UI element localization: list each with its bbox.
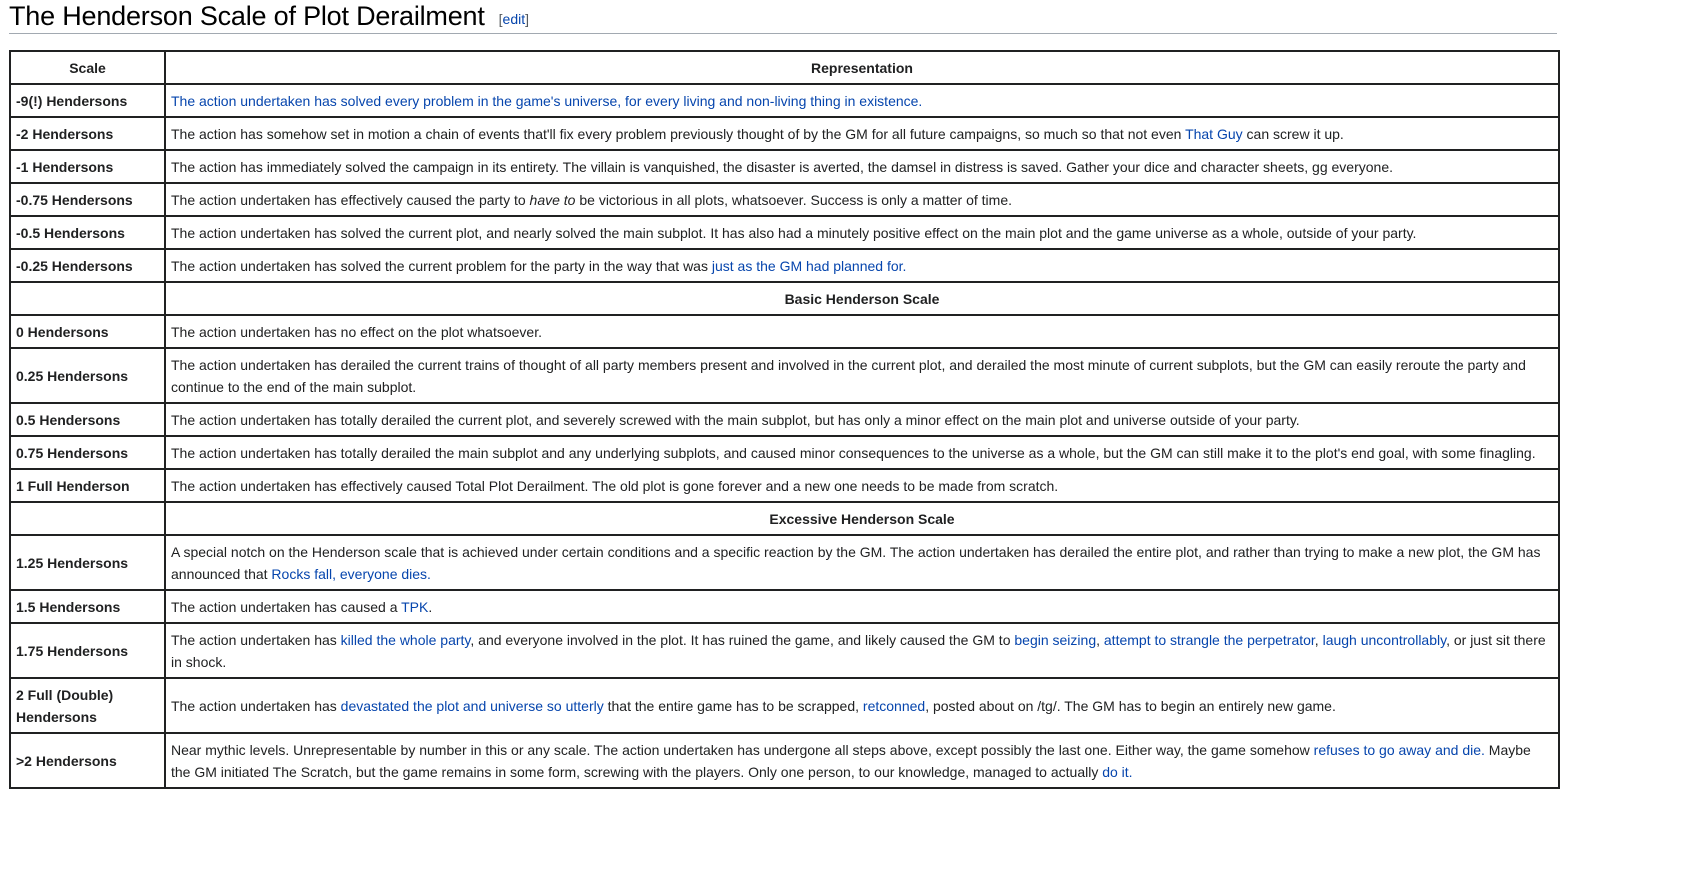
scale-value: -0.5 Hendersons: [10, 216, 165, 249]
henderson-scale-table: [9, 50, 1560, 789]
text-segment: The action undertaken has derailed the current trains of thought of all party members present and involved in the current plot, and derailed the most minute of current subplots, but the GM can easily reroute the party and continue to the end of the main subplot.: [171, 357, 1526, 395]
representation-text: [165, 678, 1559, 733]
text-segment: , posted about on /tg/. The GM has to begin an entirely new game.: [925, 698, 1336, 714]
wiki-link[interactable]: That Guy: [1185, 126, 1243, 142]
text-segment: The action undertaken has caused a: [171, 599, 402, 615]
representation-text: [165, 590, 1559, 623]
wiki-link[interactable]: devastated the plot and universe so utterly: [340, 698, 604, 714]
representation-text: [165, 403, 1559, 436]
scale-value: -9(!) Hendersons: [10, 84, 165, 117]
scale-value: 0.25 Hendersons: [10, 348, 165, 403]
text-segment: ,: [1314, 632, 1323, 648]
table-row: [10, 733, 1559, 788]
page-title: The Henderson Scale of Plot Derailment: [9, 1, 485, 31]
representation-text: [165, 183, 1559, 216]
scale-value: -1 Hendersons: [10, 150, 165, 183]
table-header-row: [10, 51, 1559, 84]
text-segment: ,: [1096, 632, 1104, 648]
table-row: [10, 150, 1559, 183]
text-segment: be victorious in all plots, whatsoever. Success is only a matter of time.: [575, 192, 1012, 208]
wiki-link[interactable]: just as the GM had planned for.: [711, 258, 907, 274]
representation-text: [165, 348, 1559, 403]
wiki-link[interactable]: do it.: [1102, 764, 1133, 780]
text-segment: The action has somehow set in motion a chain of events that'll fix every problem previously thought of by the GM for all future campaigns, so much so that not even: [171, 126, 1186, 142]
text-segment: The action undertaken has totally derailed the main subplot and any underlying subplots, and caused minor consequences to the universe as a whole, but the GM can still make it to the plot's end goal, with some finagling.: [171, 445, 1536, 461]
wiki-link[interactable]: killed the whole party: [340, 632, 471, 648]
section-heading: [9, 0, 1557, 34]
table-row: [10, 117, 1559, 150]
table-row: [10, 678, 1559, 733]
wiki-link[interactable]: The action undertaken has solved every problem in the game's universe, for every living and non-living thing in existence.: [171, 93, 923, 109]
text-segment: The action undertaken has: [171, 698, 341, 714]
table-row: [10, 216, 1559, 249]
text-segment: The action undertaken has effectively caused Total Plot Derailment. The old plot is gone forever and a new one needs to be made from scratch.: [171, 478, 1059, 494]
text-segment: The action undertaken has solved the current plot, and nearly solved the main subplot. It has also had a minutely positive effect on the main plot and the game universe as a whole, outside of your party.: [171, 225, 1417, 241]
table-row: [10, 84, 1559, 117]
table-body: [10, 84, 1559, 788]
scale-value: -2 Hendersons: [10, 117, 165, 150]
table-row: [10, 403, 1559, 436]
empty-cell: [10, 502, 165, 535]
text-segment: The action undertaken has totally derailed the current plot, and severely screwed with the main subplot, but has only a minor effect on the main plot and universe outside of your party.: [171, 412, 1300, 428]
table-row: [10, 590, 1559, 623]
text-segment: A special notch on the Henderson scale that is achieved under certain conditions and a specific reaction by the GM. The action undertaken has derailed the entire plot, and rather than trying to make a new plot, the GM has announced that: [171, 544, 1541, 582]
table-row: [10, 183, 1559, 216]
text-segment: , and everyone involved in the plot. It has ruined the game, and likely caused the GM to: [470, 632, 1015, 648]
scale-value: 1.75 Hendersons: [10, 623, 165, 678]
table-row: [10, 315, 1559, 348]
scale-value: 1.5 Hendersons: [10, 590, 165, 623]
text-segment: that the entire game has to be scrapped,: [603, 698, 863, 714]
scale-value: 1.25 Hendersons: [10, 535, 165, 590]
empty-cell: [10, 282, 165, 315]
wiki-link[interactable]: retconned: [862, 698, 926, 714]
wiki-link[interactable]: begin seizing: [1014, 632, 1097, 648]
text-segment: The action undertaken has: [171, 632, 341, 648]
scale-value: 0 Hendersons: [10, 315, 165, 348]
representation-text: [165, 315, 1559, 348]
column-header-representation: Representation: [165, 51, 1559, 84]
table-subheader-row: [10, 282, 1559, 315]
wiki-link[interactable]: Rocks fall, everyone dies.: [271, 566, 431, 582]
scale-value: 2 Full (Double) Hendersons: [10, 678, 165, 733]
edit-section: [edit]: [498, 11, 530, 27]
text-segment: The action undertaken has no effect on the plot whatsoever.: [171, 324, 542, 340]
scale-section-subheader: Basic Henderson Scale: [165, 282, 1559, 315]
table-row: [10, 623, 1559, 678]
text-segment: The action has immediately solved the campaign in its entirety. The villain is vanquished, the disaster is averted, the damsel in distress is saved. Gather your dice and character sheets, gg everyone.: [171, 159, 1393, 175]
representation-text: [165, 469, 1559, 502]
scale-value: 1 Full Henderson: [10, 469, 165, 502]
representation-text: [165, 535, 1559, 590]
text-segment: can screw it up.: [1242, 126, 1344, 142]
text-segment: , or just sit there in shock.: [171, 632, 1546, 670]
table-row: [10, 469, 1559, 502]
scale-value: 0.5 Hendersons: [10, 403, 165, 436]
scale-value: 0.75 Hendersons: [10, 436, 165, 469]
wiki-link[interactable]: refuses to go away and die.: [1313, 742, 1485, 758]
representation-text: [165, 117, 1559, 150]
table-row: [10, 436, 1559, 469]
text-segment: The action undertaken has effectively caused the party to: [171, 192, 530, 208]
text-segment: Maybe the GM initiated The Scratch, but the game remains in some form, screwing with the players. Only one person, to our knowledge, managed to actually: [171, 742, 1531, 780]
representation-text: [165, 150, 1559, 183]
representation-text: [165, 249, 1559, 282]
wiki-link[interactable]: laugh uncontrollably: [1322, 632, 1447, 648]
scale-value: -0.75 Hendersons: [10, 183, 165, 216]
wiki-link[interactable]: attempt to strangle the perpetrator: [1103, 632, 1315, 648]
table-row: [10, 348, 1559, 403]
scale-value: -0.25 Hendersons: [10, 249, 165, 282]
text-segment: Near mythic levels. Unrepresentable by number in this or any scale. The action undertaken has undergone all steps above, except possibly the last one. Either way, the game somehow: [171, 742, 1314, 758]
text-segment: .: [428, 599, 433, 615]
scale-section-subheader: Excessive Henderson Scale: [165, 502, 1559, 535]
table-row: [10, 535, 1559, 590]
wiki-link[interactable]: TPK: [401, 599, 429, 615]
representation-text: [165, 733, 1559, 788]
representation-text: [165, 84, 1559, 117]
representation-text: [165, 623, 1559, 678]
edit-link[interactable]: edit: [502, 11, 526, 27]
column-header-scale: Scale: [10, 51, 165, 84]
table-row: [10, 249, 1559, 282]
emphasis-text: have to: [529, 192, 576, 208]
text-segment: The action undertaken has solved the current problem for the party in the way that was: [171, 258, 712, 274]
representation-text: [165, 436, 1559, 469]
scale-value: >2 Hendersons: [10, 733, 165, 788]
table-subheader-row: [10, 502, 1559, 535]
representation-text: [165, 216, 1559, 249]
